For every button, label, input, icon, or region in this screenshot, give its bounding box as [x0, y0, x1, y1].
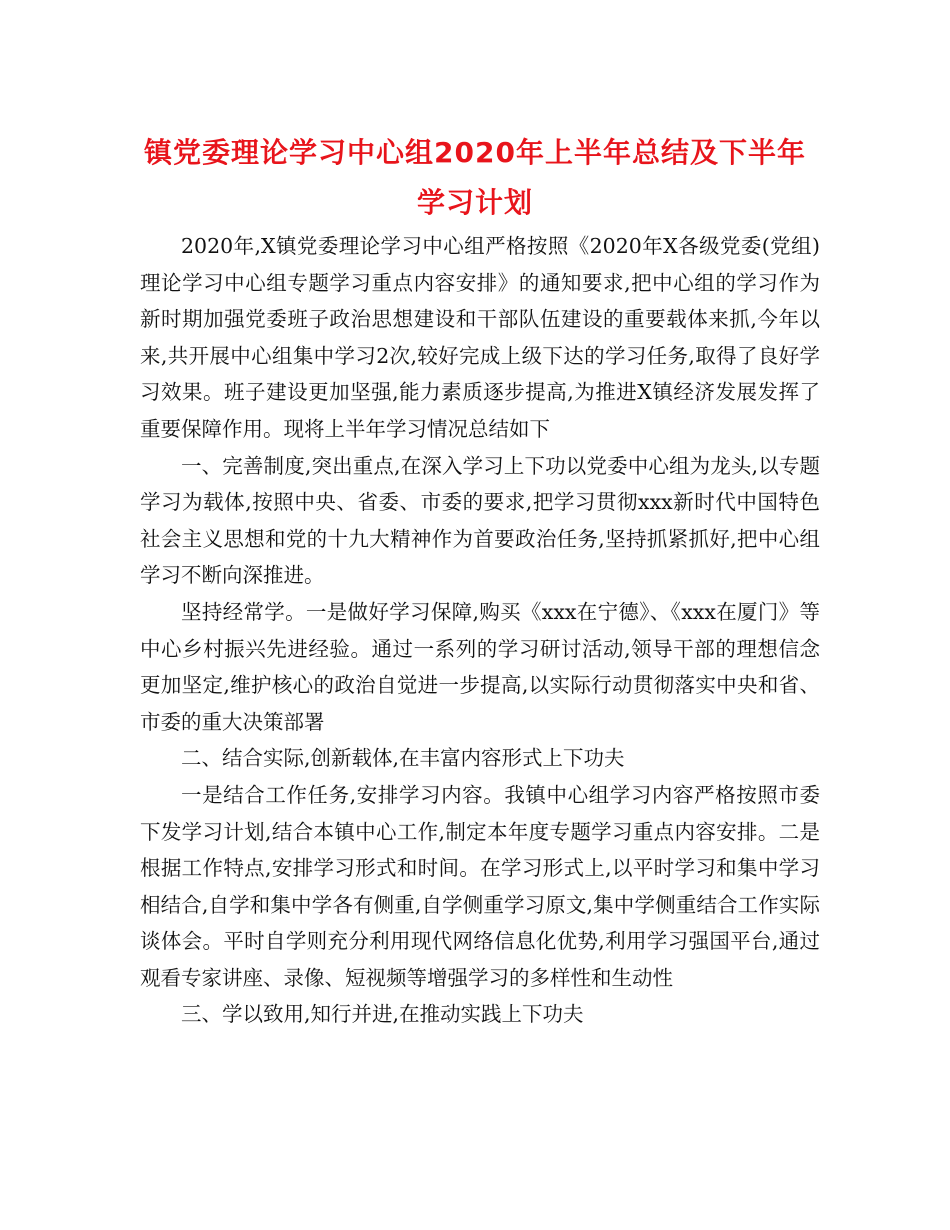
- heading-section-three: 三、学以致用,知行并进,在推动实践上下功夫: [181, 1002, 584, 1027]
- paragraph-intro: 2020年,X镇党委理论学习中心组严格按照《2020年X各级党委(党组)理论学习中心组专题学习重点内容安排》的通知要求,把中心组的学习作为新时期加强党委班子政治思想建设和干部队伍建设的重要载体来抓,今年以来,共开展中心组集中学习2次,较好完成上级下达的学习任务,取得了良好学习效果。班子建设更加坚强,能力素质逐步提高,为推进X镇经济发展发挥了重要保障作用。现将上半年学习情况总结如下: [140, 234, 820, 441]
- paragraph-section-one: 一、完善制度,突出重点,在深入学习上下功以党委中心组为龙头,以专题学习为载体,按照中央、省委、市委的要求,把学习贯彻xxx新时代中国特色社会主义思想和党的十九大精神作为首要政治任务,坚持抓紧抓好,把中心组学习不断向深推进。: [140, 453, 820, 588]
- paragraph-section-two-body: 一是结合工作任务,安排学习内容。我镇中心组学习内容严格按照市委下发学习计划,结合本镇中心工作,制定本年度专题学习重点内容安排。二是根据工作特点,安排学习形式和时间。在学习形式上,以平时学习和集中学习相结合,自学和集中学各有侧重,自学侧重学习原文,集中学侧重结合工作实际谈体会。平时自学则充分利用现代网络信息化优势,利用学习强国平台,通过观看专家讲座、录像、短视频等增强学习的多样性和生动性: [140, 782, 820, 990]
- paragraph-regular-study: 坚持经常学。一是做好学习保障,购买《xxx在宁德》、《xxx在厦门》等中心乡村振兴先进经验。通过一系列的学习研讨活动,领导干部的理想信念更加坚定,维护核心的政治自觉进一步提高,以实际行动贯彻落实中央和省、市委的重大决策部署: [140, 599, 820, 734]
- document-title: 镇党委理论学习中心组2020年上半年总结及下半年学习计划: [144, 136, 806, 219]
- heading-section-two: 二、结合实际,创新载体,在丰富内容形式上下功夫: [181, 746, 625, 771]
- document-body: [140, 228, 820, 1033]
